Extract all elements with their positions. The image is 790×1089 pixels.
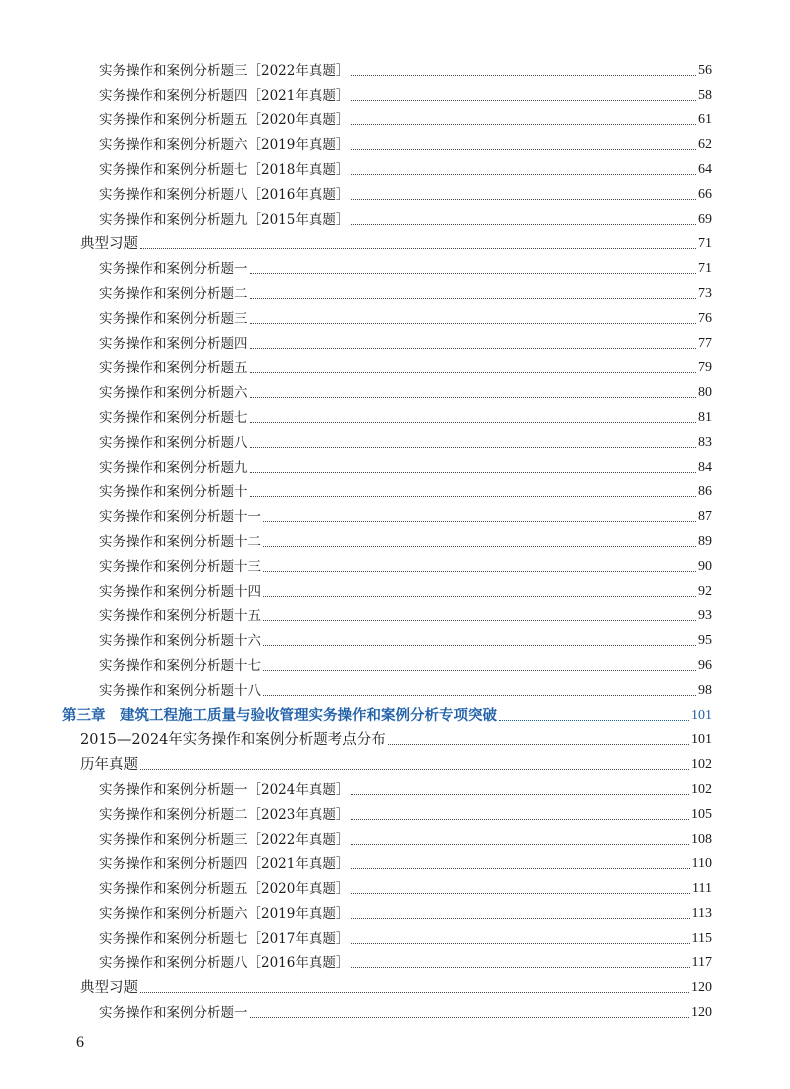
toc-entry[interactable] [0, 104, 790, 129]
toc-entry-page: 96 [698, 657, 712, 673]
toc-entry-page: 64 [698, 161, 712, 177]
toc-entry-title: 实务操作和案例分析题一［2024年真题］ [99, 781, 350, 798]
dot-leader [351, 794, 689, 795]
toc-entry[interactable] [0, 773, 790, 798]
toc-entry[interactable] [0, 426, 790, 451]
toc-entry-title: 典型习题 [80, 236, 138, 253]
dot-leader [351, 100, 696, 101]
dot-leader [351, 174, 696, 175]
dot-leader [351, 149, 696, 150]
toc-entry-title: 实务操作和案例分析题五［2020年真题］ [99, 112, 350, 129]
toc-section-entry[interactable] [0, 228, 790, 253]
dot-leader [263, 645, 696, 646]
toc-entry-page: 90 [698, 558, 712, 574]
toc-entry[interactable] [0, 203, 790, 228]
toc-entry-page: 61 [698, 112, 712, 128]
toc-entry-title: 实务操作和案例分析题十五 [99, 608, 261, 625]
toc-section-entry[interactable] [0, 724, 790, 749]
toc-entry-page: 89 [698, 533, 712, 549]
toc-entry-page: 98 [698, 682, 712, 698]
dot-leader [351, 199, 696, 200]
dot-leader [388, 744, 689, 745]
dot-leader [351, 124, 696, 125]
dot-leader [250, 447, 697, 448]
toc-entry-page: 83 [698, 434, 712, 450]
toc-entry-title: 实务操作和案例分析题七［2017年真题］ [99, 930, 350, 947]
toc-entry-page: 71 [698, 261, 712, 277]
toc-entry-title: 实务操作和案例分析题四［2021年真题］ [99, 87, 350, 104]
toc-entry-page: 77 [698, 335, 712, 351]
toc-entry-title: 实务操作和案例分析题十六 [99, 633, 261, 650]
toc-entry-page: 120 [691, 980, 712, 996]
toc-entry-title: 实务操作和案例分析题八［2016年真题］ [99, 955, 350, 972]
toc-entry[interactable] [0, 872, 790, 897]
toc-entry-page: 66 [698, 186, 712, 202]
toc-entry-page: 108 [691, 831, 712, 847]
toc-entry-title: 实务操作和案例分析题一 [99, 261, 248, 278]
toc-entry-title: 实务操作和案例分析题六［2019年真题］ [99, 137, 350, 154]
toc-entry-title: 实务操作和案例分析题一 [99, 1005, 248, 1022]
toc-entry-page: 80 [698, 385, 712, 401]
table-of-contents [0, 54, 790, 1021]
dot-leader [263, 546, 696, 547]
toc-entry-page: 73 [698, 285, 712, 301]
toc-entry-title: 历年真题 [80, 757, 138, 774]
toc-entry-page: 79 [698, 360, 712, 376]
toc-entry-title: 实务操作和案例分析题十四 [99, 583, 261, 600]
toc-entry-title: 实务操作和案例分析题三 [99, 310, 248, 327]
toc-entry[interactable] [0, 79, 790, 104]
toc-entry-title: 实务操作和案例分析题二［2023年真题］ [99, 806, 350, 823]
dot-leader [250, 496, 697, 497]
toc-entry-title: 实务操作和案例分析题十八 [99, 682, 261, 699]
toc-entry[interactable] [0, 252, 790, 277]
dot-leader [250, 1017, 690, 1018]
toc-entry-title: 第三章 建筑工程施工质量与验收管理实务操作和案例分析专项突破 [62, 707, 497, 724]
toc-entry[interactable] [0, 550, 790, 575]
toc-entry[interactable] [0, 624, 790, 649]
toc-section-entry[interactable] [0, 971, 790, 996]
toc-entry-title: 实务操作和案例分析题十七 [99, 657, 261, 674]
toc-entry-page: 62 [698, 137, 712, 153]
toc-entry-title: 典型习题 [80, 980, 138, 997]
dot-leader [499, 720, 689, 721]
toc-entry[interactable] [0, 327, 790, 352]
toc-entry-page: 101 [691, 732, 712, 748]
toc-entry-page: 95 [698, 633, 712, 649]
dot-leader [250, 348, 697, 349]
toc-entry[interactable] [0, 54, 790, 79]
dot-leader [250, 397, 697, 398]
toc-entry[interactable] [0, 178, 790, 203]
dot-leader [351, 224, 696, 225]
toc-entry-page: 92 [698, 583, 712, 599]
toc-entry-title: 实务操作和案例分析题十二 [99, 533, 261, 550]
toc-entry-title: 实务操作和案例分析题八［2016年真题］ [99, 186, 350, 203]
toc-entry[interactable] [0, 674, 790, 699]
toc-entry-page: 81 [698, 409, 712, 425]
dot-leader [250, 472, 697, 473]
toc-entry-page: 115 [691, 930, 712, 946]
toc-entry-page: 71 [698, 236, 712, 252]
toc-entry-page: 110 [691, 856, 712, 872]
toc-entry-title: 实务操作和案例分析题十 [99, 484, 248, 501]
page-number: 6 [76, 1034, 84, 1051]
toc-entry-page: 102 [691, 757, 712, 773]
dot-leader [250, 298, 697, 299]
toc-entry-title: 实务操作和案例分析题二 [99, 285, 248, 302]
dot-leader [140, 248, 696, 249]
dot-leader [263, 670, 696, 671]
toc-entry-title: 实务操作和案例分析题十一 [99, 509, 261, 526]
toc-entry-title: 实务操作和案例分析题五 [99, 360, 248, 377]
toc-entry[interactable] [0, 848, 790, 873]
toc-entry-title: 实务操作和案例分析题九［2015年真题］ [99, 211, 350, 228]
toc-entry-page: 120 [691, 1005, 712, 1021]
toc-entry-page: 113 [691, 905, 712, 921]
toc-entry-page: 111 [692, 881, 712, 897]
toc-entry[interactable] [0, 352, 790, 377]
toc-entry-page: 58 [698, 87, 712, 103]
toc-entry[interactable] [0, 947, 790, 972]
toc-entry-page: 101 [691, 707, 712, 723]
dot-leader [351, 943, 689, 944]
toc-entry[interactable] [0, 277, 790, 302]
toc-entry-page: 117 [691, 955, 712, 971]
toc-entry-page: 93 [698, 608, 712, 624]
toc-section-entry[interactable] [0, 748, 790, 773]
toc-entry-title: 实务操作和案例分析题六 [99, 385, 248, 402]
toc-entry-title: 实务操作和案例分析题九 [99, 459, 248, 476]
toc-entry-title: 实务操作和案例分析题三［2022年真题］ [99, 62, 350, 79]
toc-entry[interactable] [0, 823, 790, 848]
toc-entry-title: 实务操作和案例分析题十三 [99, 558, 261, 575]
toc-entry[interactable] [0, 798, 790, 823]
dot-leader [263, 596, 696, 597]
toc-entry-page: 102 [691, 781, 712, 797]
dot-leader [351, 844, 689, 845]
toc-entry-page: 56 [698, 62, 712, 78]
toc-entry-title: 实务操作和案例分析题七［2018年真题］ [99, 161, 350, 178]
toc-entry[interactable] [0, 153, 790, 178]
toc-entry[interactable] [0, 401, 790, 426]
toc-entry-title: 实务操作和案例分析题八 [99, 434, 248, 451]
toc-entry[interactable] [0, 525, 790, 550]
dot-leader [250, 372, 697, 373]
toc-entry[interactable] [0, 922, 790, 947]
toc-entry-title: 实务操作和案例分析题六［2019年真题］ [99, 905, 350, 922]
dot-leader [351, 918, 689, 919]
dot-leader [351, 75, 696, 76]
toc-entry-title: 2015—2024年实务操作和案例分析题考点分布 [80, 732, 386, 749]
toc-entry-page: 69 [698, 211, 712, 227]
dot-leader [351, 868, 689, 869]
toc-entry-page: 84 [698, 459, 712, 475]
toc-entry-page: 87 [698, 509, 712, 525]
dot-leader [250, 273, 697, 274]
toc-entry[interactable] [0, 500, 790, 525]
dot-leader [250, 422, 697, 423]
toc-entry[interactable] [0, 649, 790, 674]
toc-entry[interactable] [0, 476, 790, 501]
toc-entry-page: 86 [698, 484, 712, 500]
toc-entry[interactable] [0, 451, 790, 476]
toc-entry[interactable] [0, 376, 790, 401]
toc-entry-title: 实务操作和案例分析题七 [99, 409, 248, 426]
dot-leader [250, 323, 697, 324]
toc-entry[interactable] [0, 128, 790, 153]
dot-leader [140, 992, 689, 993]
dot-leader [263, 620, 696, 621]
toc-entry-title: 实务操作和案例分析题三［2022年真题］ [99, 831, 350, 848]
dot-leader [263, 521, 696, 522]
toc-entry-page: 105 [691, 806, 712, 822]
toc-entry[interactable] [0, 575, 790, 600]
dot-leader [351, 967, 689, 968]
toc-entry[interactable] [0, 302, 790, 327]
toc-chapter-entry[interactable] [0, 699, 790, 724]
toc-entry[interactable] [0, 897, 790, 922]
toc-entry[interactable] [0, 600, 790, 625]
toc-entry-page: 76 [698, 310, 712, 326]
dot-leader [351, 819, 689, 820]
toc-entry[interactable] [0, 996, 790, 1021]
toc-entry-title: 实务操作和案例分析题五［2020年真题］ [99, 881, 350, 898]
dot-leader [140, 769, 689, 770]
dot-leader [263, 695, 696, 696]
toc-entry-title: 实务操作和案例分析题四［2021年真题］ [99, 856, 350, 873]
toc-entry-title: 实务操作和案例分析题四 [99, 335, 248, 352]
dot-leader [263, 571, 696, 572]
dot-leader [351, 893, 690, 894]
